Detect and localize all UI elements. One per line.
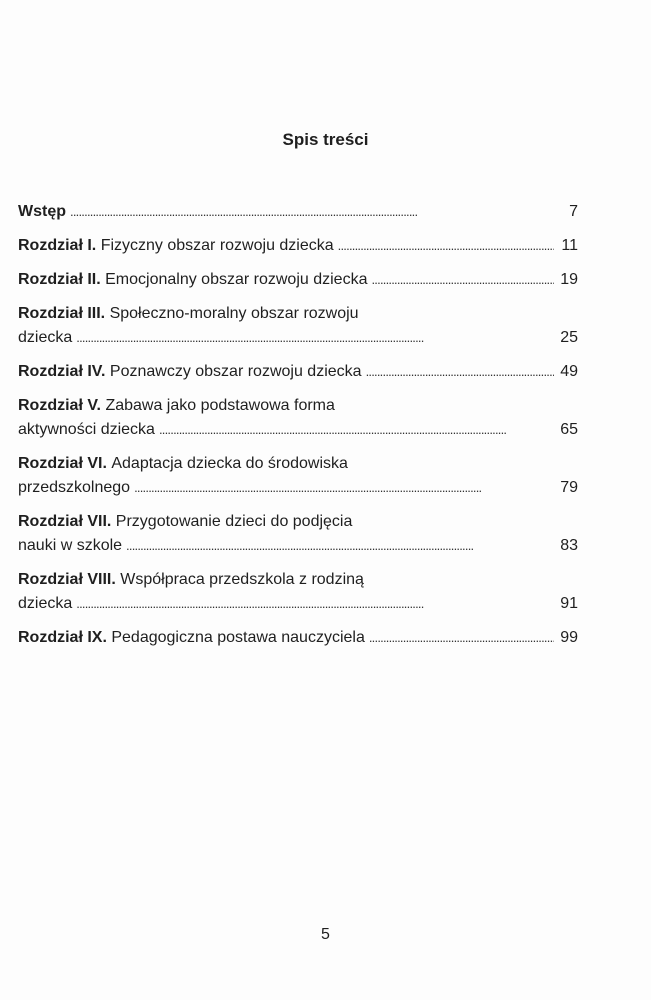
toc-entry-label: Rozdział III. <box>18 305 106 322</box>
toc-entry-chapter-4 <box>18 360 578 384</box>
toc-page-number: 7 <box>569 203 578 220</box>
toc-entry-label: Wstęp <box>18 203 66 220</box>
toc-page-number: 99 <box>560 629 578 646</box>
toc-entry-label: Rozdział VI. <box>18 455 107 472</box>
toc-first-line <box>18 510 578 534</box>
toc-entry-text: Pedagogiczna postawa nauczyciela <box>111 629 365 646</box>
toc-first-line <box>18 452 578 476</box>
toc-entry-text: przedszkolnego <box>18 479 131 496</box>
toc-entry-text: dziecka <box>18 329 73 346</box>
toc-entry-label: Rozdział VIII. <box>18 571 116 588</box>
toc-entry-text-first: Społeczno-moralny obszar rozwoju <box>109 305 359 322</box>
toc-page-number: 11 <box>561 237 578 254</box>
toc-entry-text: aktywności dziecka <box>18 421 155 438</box>
toc-line <box>18 268 578 292</box>
toc-line <box>18 534 578 558</box>
toc-page-number: 91 <box>560 595 578 612</box>
toc-page-number: 25 <box>560 329 578 346</box>
table-of-contents <box>18 200 578 650</box>
toc-entry-text-first: Zabawa jako podstawowa forma <box>105 397 335 414</box>
toc-line <box>18 476 578 500</box>
toc-line <box>18 418 578 442</box>
toc-entry-chapter-6 <box>18 452 578 500</box>
toc-entry-text-first: Przygotowanie dzieci do podjęcia <box>115 513 353 530</box>
toc-first-line <box>18 568 578 592</box>
toc-entry-label: Rozdział VII. <box>18 513 112 530</box>
toc-entry-text: Emocjonalny obszar rozwoju dziecka <box>105 271 368 288</box>
toc-page-number: 19 <box>560 271 578 288</box>
toc-entry-text: Fizyczny obszar rozwoju dziecka <box>100 237 334 254</box>
toc-entry-label: Rozdział IV. <box>18 363 106 380</box>
dot-leader <box>76 592 554 616</box>
toc-entry-text: dziecka <box>18 595 73 612</box>
toc-entry-label: Rozdział II. <box>18 271 101 288</box>
toc-entry-text: Poznawczy obszar rozwoju dziecka <box>109 363 362 380</box>
toc-page-number: 49 <box>560 363 578 380</box>
dot-leader <box>126 534 554 558</box>
dot-leader <box>159 418 554 442</box>
toc-entry-chapter-7 <box>18 510 578 558</box>
toc-line <box>18 592 578 616</box>
page-number: 5 <box>321 926 330 943</box>
toc-page-number: 79 <box>560 479 578 496</box>
dot-leader <box>338 234 554 258</box>
toc-entry-label: Rozdział V. <box>18 397 101 414</box>
page-title: Spis treści <box>282 130 369 149</box>
toc-line <box>18 234 578 258</box>
toc-entry-chapter-9 <box>18 626 578 650</box>
toc-entry-text: nauki w szkole <box>18 537 123 554</box>
toc-page-number: 65 <box>560 421 578 438</box>
toc-first-line <box>18 302 578 326</box>
dot-leader <box>366 360 554 384</box>
toc-entry-chapter-2 <box>18 268 578 292</box>
toc-line <box>18 626 578 650</box>
toc-entry-label: Rozdział I. <box>18 237 97 254</box>
toc-entry-chapter-5 <box>18 394 578 442</box>
toc-line <box>18 360 578 384</box>
toc-line <box>18 326 578 350</box>
toc-entry-chapter-1 <box>18 234 578 258</box>
toc-page-number: 83 <box>560 537 578 554</box>
toc-entry-label: Rozdział IX. <box>18 629 107 646</box>
dot-leader <box>371 268 554 292</box>
toc-entry-chapter-3 <box>18 302 578 350</box>
toc-entry-chapter-8 <box>18 568 578 616</box>
dot-leader <box>70 200 554 224</box>
toc-entry-text-first: Adaptacja dziecka do środowiska <box>111 455 348 472</box>
dot-leader <box>134 476 554 500</box>
toc-first-line <box>18 394 578 418</box>
dot-leader <box>76 326 554 350</box>
toc-entry-text-first: Współpraca przedszkola z rodziną <box>120 571 364 588</box>
toc-entry-wstep <box>18 200 578 224</box>
toc-line <box>18 200 578 224</box>
dot-leader <box>369 626 554 650</box>
